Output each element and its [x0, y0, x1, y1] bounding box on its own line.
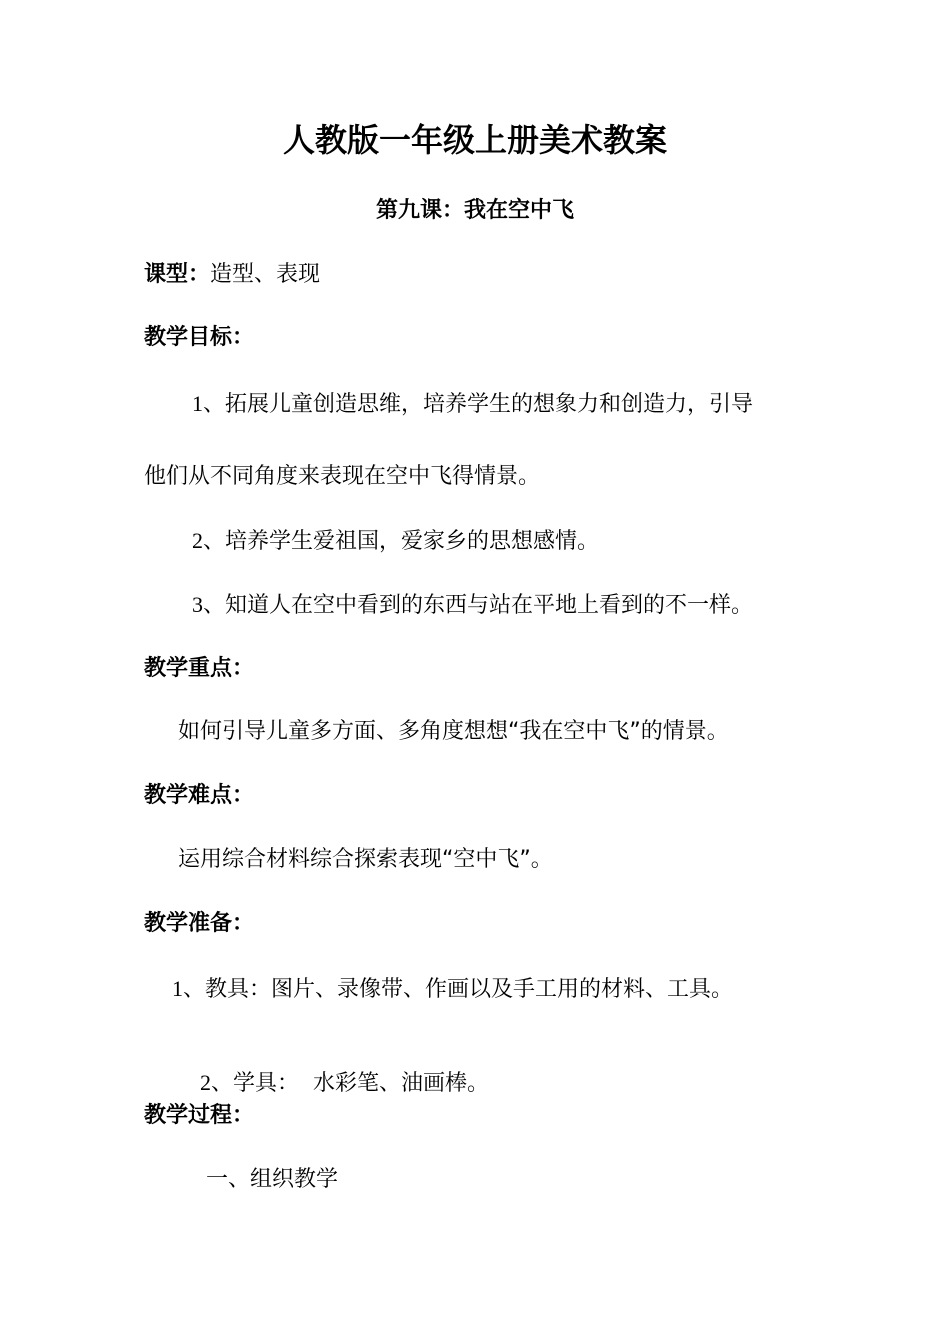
lesson-type-label: 课型：: [144, 262, 211, 287]
document-title: 人教版一年级上册美术教案: [282, 121, 667, 159]
preparation-2-number: 2: [199, 1070, 211, 1095]
process-heading: 教学过程：: [144, 1103, 255, 1128]
lesson-subtitle: 第九课：我在空中飞: [375, 198, 574, 223]
objective-1-number: 1: [192, 391, 203, 416]
preparation-1-number: 1: [172, 976, 183, 1001]
objective-3-number: 3: [192, 592, 203, 617]
lesson-type-value: 造型、表现: [210, 262, 321, 287]
objective-item-1: [192, 389, 753, 420]
preparation-1-text: 、教具：图片、录像带、作画以及手工用的材料、工具。: [183, 977, 734, 1002]
objective-2-text: 、培养学生爱祖国，爱家乡的思想感情。: [203, 529, 600, 554]
objectives-heading: 教学目标：: [144, 325, 255, 350]
objective-item-2: [192, 526, 599, 557]
difficulties-heading: 教学难点：: [144, 783, 255, 808]
objective-2-number: 2: [192, 528, 203, 553]
objective-item-1-continued: 他们从不同角度来表现在空中飞得情景。: [144, 464, 541, 489]
preparation-2-text: 、学具： 水彩笔、油画棒。: [210, 1071, 489, 1096]
key-points-text: 如何引导儿童多方面、多角度想想“我在空中飞”的情景。: [178, 719, 729, 744]
difficulties-text: 运用综合材料综合探索表现“空中飞”。: [178, 847, 553, 872]
preparation-heading: 教学准备：: [144, 911, 255, 936]
objective-1-text: 、拓展儿童创造思维，培养学生的想象力和创造力，引导: [203, 392, 754, 417]
objective-item-3: [192, 590, 753, 621]
lesson-type-row: [144, 260, 320, 290]
objective-3-text: 、知道人在空中看到的东西与站在平地上看到的不一样。: [203, 593, 754, 618]
preparation-item-1: [172, 974, 733, 1005]
key-points-heading: 教学重点：: [144, 656, 255, 681]
process-step-1: 一、组织教学: [206, 1167, 339, 1192]
